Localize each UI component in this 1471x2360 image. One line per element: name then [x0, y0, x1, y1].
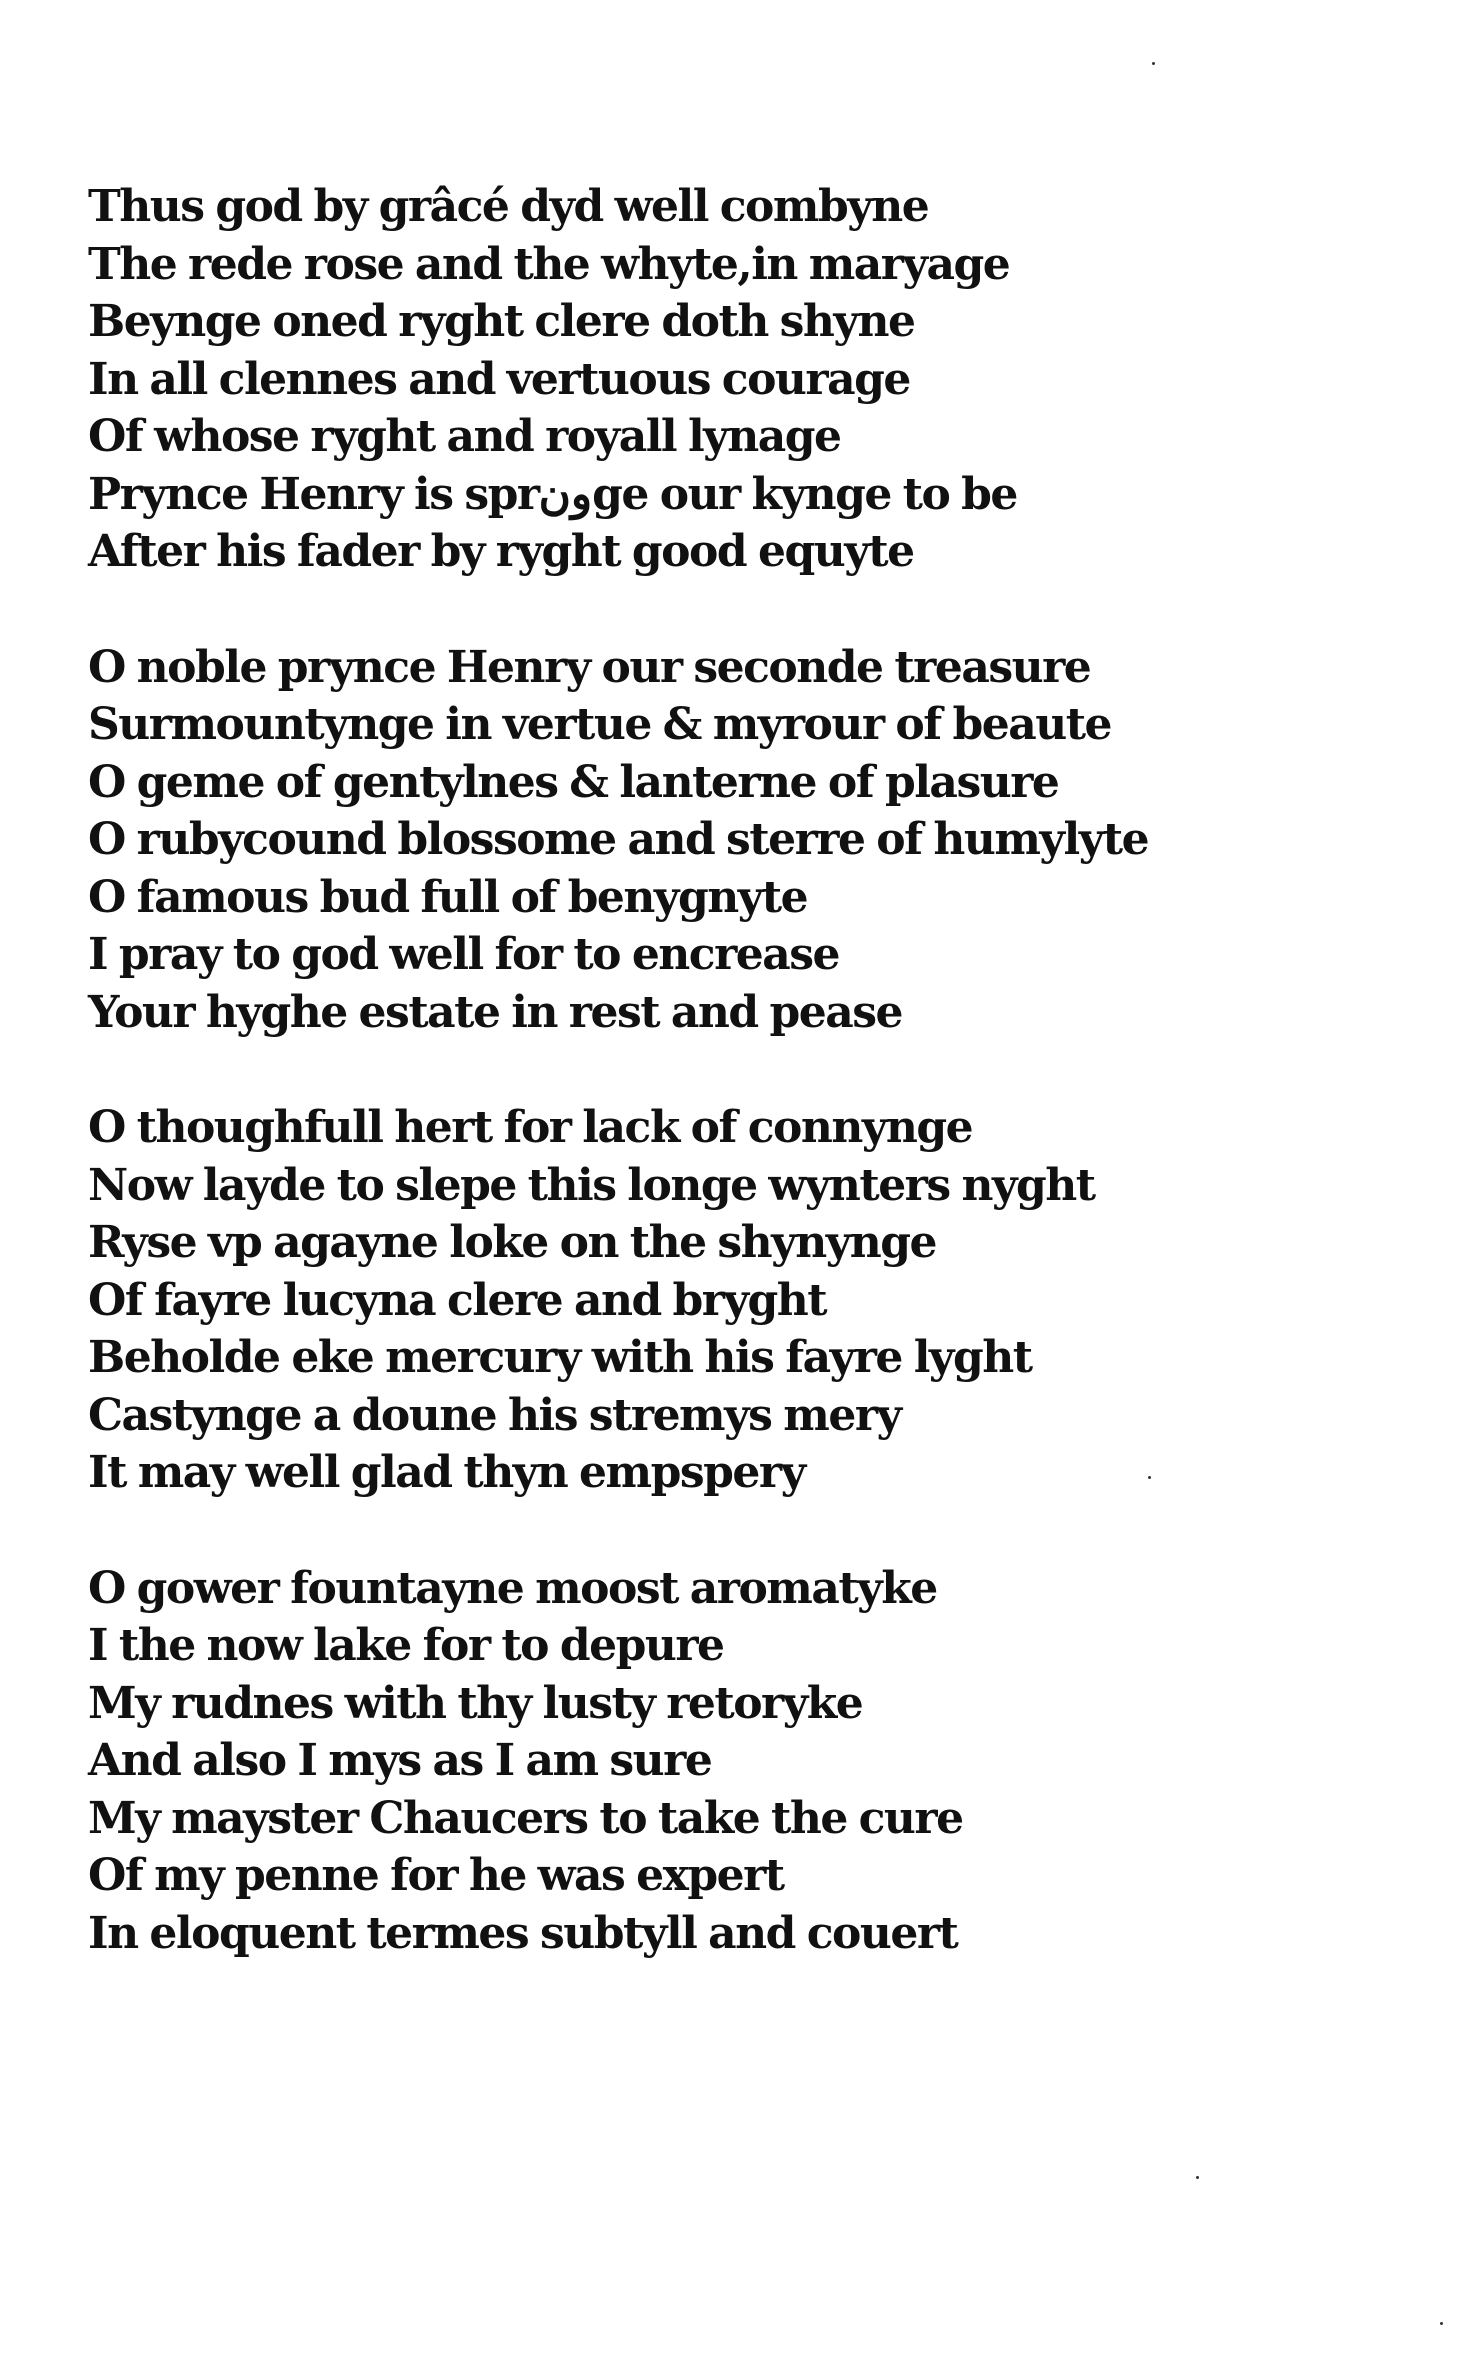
stanza-1 [88, 178, 1148, 581]
verse-line: O famous bud full of benygnyte [88, 871, 808, 923]
verse-line: Beynge oned ryght clere doth shyne [88, 296, 915, 347]
ink-speck [1440, 2322, 1443, 2325]
verse-line: O rubycound blossome and sterre of humylyte [88, 814, 1149, 865]
verse-line: In eloquent termes subtyll and couert [88, 1907, 958, 1959]
verse-line: Of whose ryght and royall lynage [88, 411, 841, 462]
verse-line: The rede rose and the whyte,in maryage [88, 238, 1010, 290]
verse-line: O thoughfull hert for lack of connynge [88, 1102, 973, 1153]
verse-line: My rudnes with thy lusty retoryke [88, 1677, 863, 1729]
verse-line: I the now lake for to depure [88, 1620, 724, 1671]
verse-line: Thus god by grâcé dyd well combyne [88, 181, 929, 232]
verse-line: I pray to god well for to encrease [88, 929, 840, 980]
stanza-4 [88, 1560, 1148, 1963]
verse-line: Beholde eke mercury with his fayre lyght [88, 1332, 1032, 1383]
verse-line: Ryse vp agayne loke on the shynynge [88, 1217, 937, 1268]
poem [88, 178, 1148, 1962]
verse-line: Your hyghe estate in rest and pease [88, 986, 903, 1038]
verse-line: O noble prynce Henry our seconde treasure [88, 641, 1091, 693]
stanza-3 [88, 1099, 1148, 1502]
stanza-2 [88, 639, 1148, 1042]
verse-line: Of my penne for he was expert [88, 1850, 784, 1901]
verse-line: Prynce Henry is sprونge our kynge to be [88, 468, 1017, 520]
ink-speck [1196, 2176, 1199, 2179]
verse-line: Of fayre lucyna clere and bryght [88, 1274, 827, 1326]
ink-speck [1152, 62, 1155, 65]
verse-line: In all clennes and vertuous courage [88, 353, 910, 405]
verse-line: Surmountynge in vertue & myrour of beaute [88, 699, 1112, 750]
verse-line: And also I mys as I am sure [88, 1735, 712, 1786]
verse-line: It may well glad thyn empspery [88, 1447, 805, 1498]
verse-line: O gower fountayne moost aromatyke [88, 1562, 937, 1614]
verse-line: Castynge a doune his stremys mery [88, 1389, 901, 1441]
verse-line: After his fader by ryght good equyte [88, 526, 914, 577]
verse-line: Now layde to slepe this longe wynters nyght [88, 1159, 1095, 1211]
verse-line: My mayster Chaucers to take the cure [88, 1792, 963, 1844]
ink-speck [1148, 1476, 1151, 1479]
verse-line: O geme of gentylnes & lanterne of plasure [88, 756, 1059, 808]
